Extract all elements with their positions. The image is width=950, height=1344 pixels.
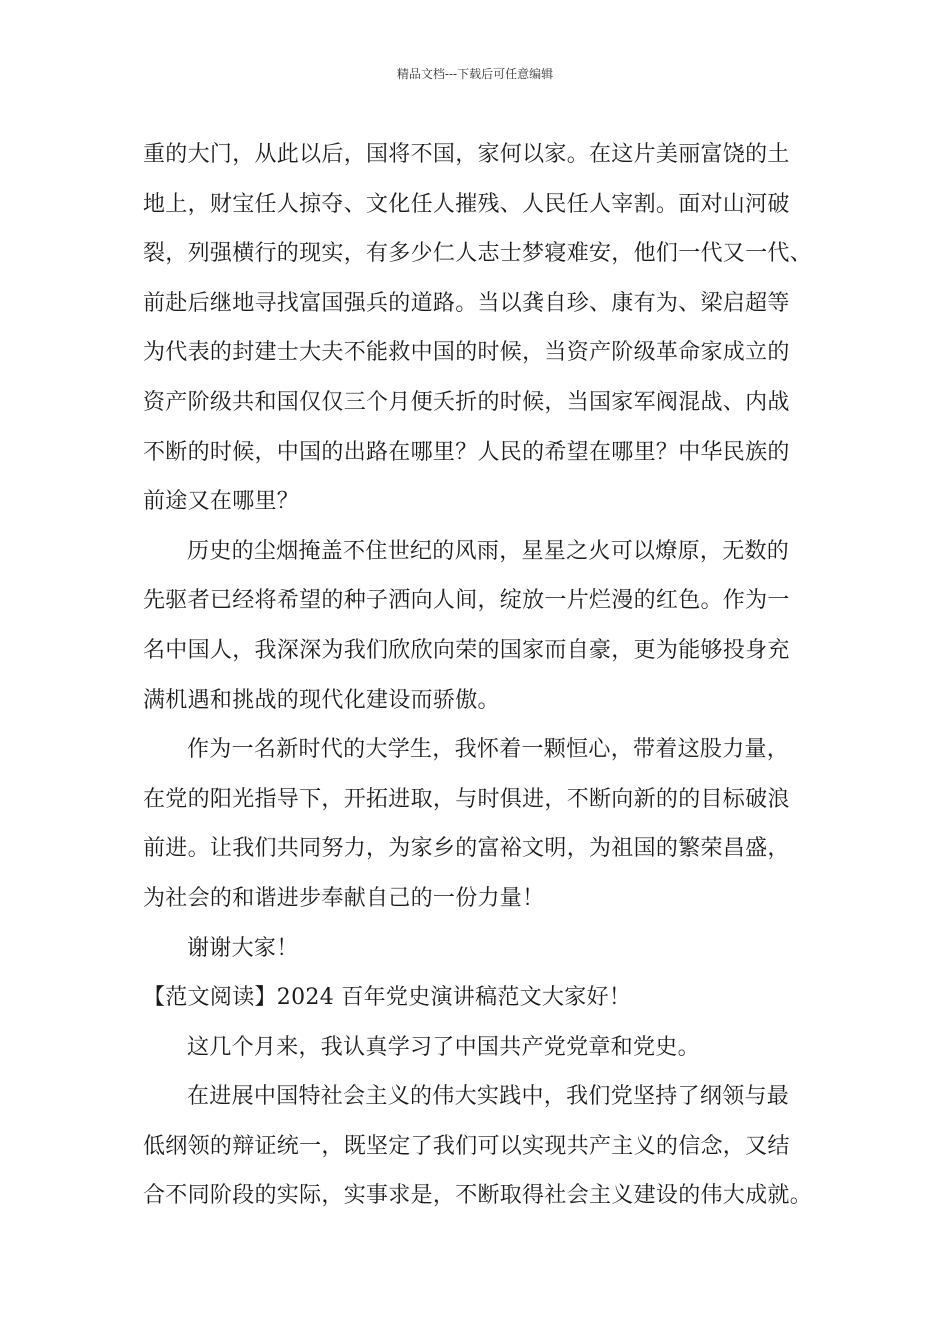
paragraph-2 xyxy=(143,527,833,725)
paragraph-1 xyxy=(143,130,833,527)
text-line: 为代表的封建士大夫不能救中国的时候，当资产阶级革命家成立的 xyxy=(143,340,790,366)
text-line: 名中国人，我深深为我们欣欣向荣的国家而自豪，更为能够投身充 xyxy=(143,637,790,663)
text-line: 前途又在哪里？ xyxy=(143,489,300,515)
paragraph-5 xyxy=(143,1023,833,1073)
text-line: 地上，财宝任人掠夺、文化任人摧残、人民任人宰割。面对山河破 xyxy=(143,191,790,217)
paragraph-3 xyxy=(143,725,833,923)
text-line: 先驱者已经将希望的种子洒向人间，绽放一片烂漫的红色。作为一 xyxy=(143,588,790,614)
text-line: 前赴后继地寻找富国强兵的道路。当以龚自珍、康有为、梁启超等 xyxy=(143,290,790,316)
text-line: 历史的尘烟掩盖不住世纪的风雨，星星之火可以燎原，无数的 xyxy=(187,538,790,564)
text-line: 在党的阳光指导下，开拓进取，与时俱进，不断向新的的目标破浪 xyxy=(143,786,790,812)
text-line: 裂，列强横行的现实，有多少仁人志士梦寝难安，他们一代又一代、 xyxy=(143,241,813,267)
text-line: 低纲领的辩证统一，既坚定了我们可以实现共产主义的信念，又结 xyxy=(143,1133,790,1159)
document-body xyxy=(143,130,833,1221)
text-line: 为社会的和谐进步奉献自己的一份力量！ xyxy=(143,885,545,911)
text-line: 在进展中国特社会主义的伟大实践中，我们党坚持了纲领与最 xyxy=(187,1084,790,1110)
text-line: 谢谢大家！ xyxy=(187,935,299,961)
paragraph-closing xyxy=(143,924,833,974)
text-line: 重的大门，从此以后，国将不国，家何以家。在这片美丽富饶的土 xyxy=(143,142,790,167)
text-line: 作为一名新时代的大学生，我怀着一颗恒心，带着这股力量， xyxy=(187,737,790,763)
text-line: 这几个月来，我认真学习了中国共产党党章和党史。 xyxy=(187,1034,700,1060)
text-line: 【范文阅读】2024 百年党史演讲稿范文大家好！ xyxy=(143,985,632,1011)
text-line: 资产阶级共和国仅仅三个月便夭折的时候，当国家军阀混战、内战 xyxy=(143,389,790,415)
text-line: 前进。让我们共同努力，为家乡的富裕文明，为祖国的繁荣昌盛， xyxy=(143,836,790,862)
text-line: 合不同阶段的实际，实事求是，不断取得社会主义建设的伟大成就。 xyxy=(143,1183,813,1209)
page-header: 精品文档---下载后可任意编辑 xyxy=(396,67,554,81)
text-line: 满机遇和挑战的现代化建设而骄傲。 xyxy=(143,687,500,713)
text-line: 不断的时候，中国的出路在哪里？人民的希望在哪里？中华民族的 xyxy=(143,439,790,465)
section-heading xyxy=(143,973,833,1023)
paragraph-6 xyxy=(143,1072,833,1221)
